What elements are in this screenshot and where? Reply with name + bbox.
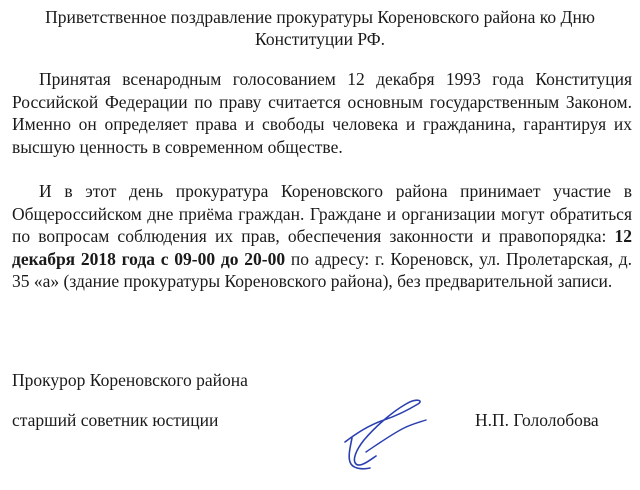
document-title: Приветственное поздравление прокуратуры Кореновского района ко Дню Конституции РФ. — [45, 7, 595, 49]
handwritten-signature — [300, 390, 440, 485]
reception-date-time: 12 декабря 2018 года с 09-00 до 20-00 — [12, 226, 632, 269]
signature-stroke — [366, 420, 426, 452]
signature-stroke — [345, 400, 420, 465]
paragraph-reception-text: И в этот день прокуратура Кореновского района принимает участие в Общероссийском дне приёма граждан. Граждане и организации могут обратиться по вопросам соблюдения их прав, обеспечения законности и правопорядка: — [12, 181, 632, 246]
paragraph-constitution: Принятая всенародным голосованием 12 декабря 1993 года Конституция Российской Федерации по праву считается основным государственным Законом. Именно он определяет права и свободы человека и гражданина, гарантируя их высшую ценность в современном обществе. — [12, 69, 632, 157]
signatory-rank: старший советник юстиции — [12, 410, 219, 430]
paragraph-reception-day — [12, 180, 632, 293]
reception-address: по адресу: г. Кореновск, ул. Пролетарская, д. 35 «а» (здание прокуратуры Кореновского района), без предварительной записи. — [12, 248, 632, 291]
signatory-name: Н.П. Гололобова — [475, 410, 599, 430]
signatory-position: Прокурор Кореновского района — [12, 370, 248, 390]
